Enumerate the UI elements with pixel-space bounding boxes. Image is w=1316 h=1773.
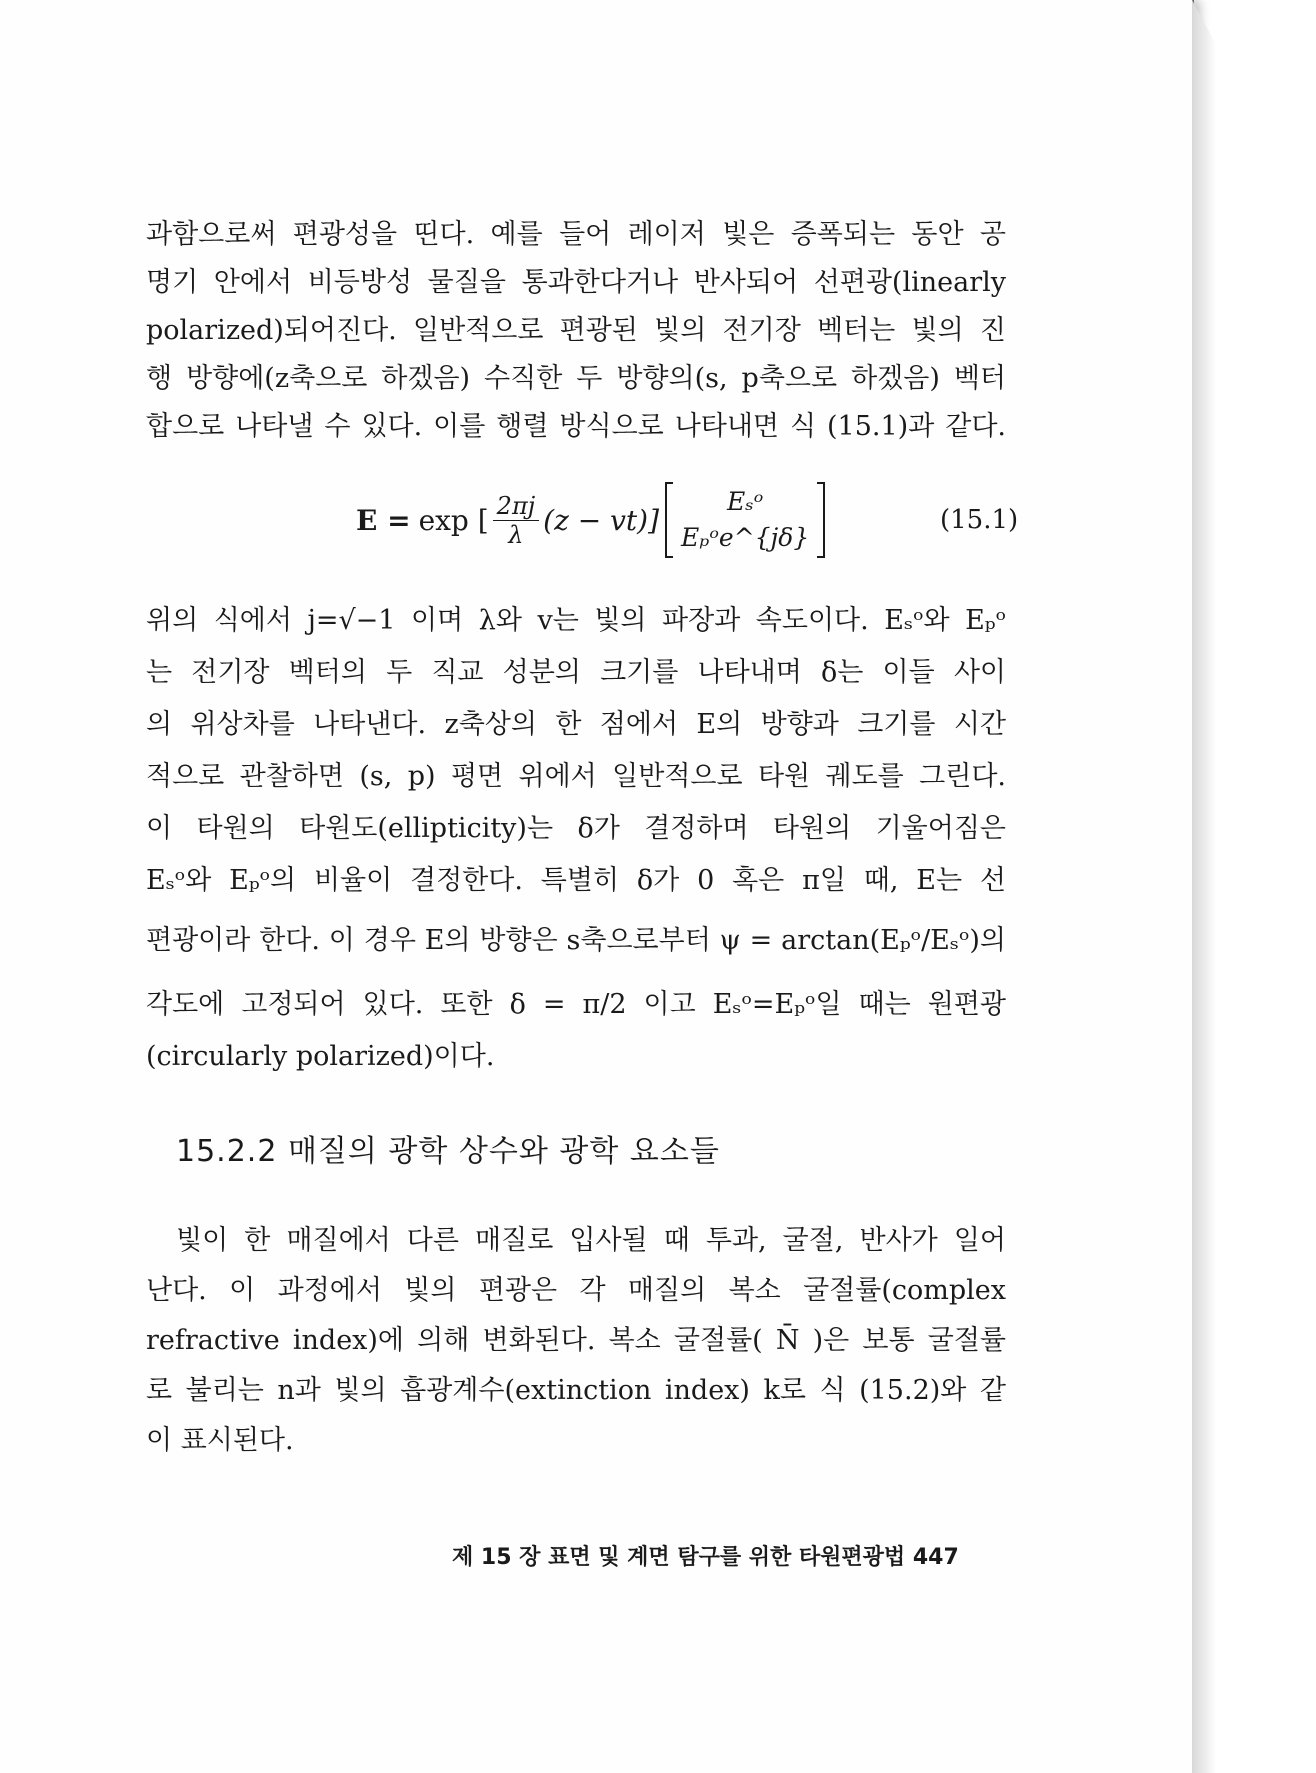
paragraph-line: 이 표시된다.	[146, 1425, 294, 1456]
fraction-denominator: λ	[508, 520, 524, 549]
equation-number: (15.1)	[940, 505, 1019, 535]
paragraph-line: Eₛᵒ와 Eₚᵒ의 비율이 결정한다. 특별히 δ가 0 혹은 π일 때, E는 선	[146, 865, 1006, 896]
paragraph-line: refractive index)에 의해 변화된다. 복소 굴절률( N̄ )은 보통 굴절률	[146, 1325, 1006, 1356]
paragraph-line: 이 타원의 타원도(ellipticity)는 δ가 결정하며 타원의 기울어짐은	[146, 813, 1006, 844]
paragraph-line: polarized)되어진다. 일반적으로 편광된 빛의 전기장 벡터는 빛의 진	[146, 315, 1006, 346]
paragraph-line: 명기 안에서 비등방성 물질을 통과한다거나 반사되어 선편광(linearly	[146, 267, 1006, 298]
paragraph-line: 행 방향에(z축으로 하겠음) 수직한 두 방향의(s, p축으로 하겠음) 벡터	[146, 363, 1006, 394]
paragraph-line: 합으로 나타낼 수 있다. 이를 행렬 방식으로 나타내면 식 (15.1)과 같다.	[146, 411, 1006, 442]
matrix-top: Eₛᵒ	[726, 487, 764, 516]
paragraph-line: (circularly polarized)이다.	[146, 1041, 495, 1072]
equation-lhs: E =	[356, 503, 411, 537]
equation-argument: (z − vt)]	[543, 503, 660, 537]
paragraph-line: 과함으로써 편광성을 띤다. 예를 들어 레이저 빛은 증폭되는 동안 공	[146, 219, 1006, 250]
paragraph-line: 로 불리는 n과 빛의 흡광계수(extinction index) k로 식 (15.2)와 같	[146, 1375, 1006, 1406]
paragraph-line: 편광이라 한다. 이 경우 E의 방향은 s축으로부터 ψ = arctan(Eₚᵒ/Eₛᵒ)의	[146, 925, 1006, 956]
paragraph-line: 빛이 한 매질에서 다른 매질로 입사될 때 투과, 굴절, 반사가 일어	[176, 1225, 1006, 1256]
matrix-bottom: Eₚᵒe^{jδ}	[681, 523, 810, 552]
paragraph-line: 의 위상차를 나타낸다. z축상의 한 점에서 E의 방향과 크기를 시간	[146, 709, 1006, 740]
paragraph-line: 적으로 관찰하면 (s, p) 평면 위에서 일반적으로 타원 궤도를 그린다.	[146, 761, 1006, 792]
paragraph-line: 각도에 고정되어 있다. 또한 δ = π/2 이고 Eₛᵒ=Eₚᵒ일 때는 원편광	[146, 989, 1006, 1020]
paragraph-line: 는 전기장 벡터의 두 직교 성분의 크기를 나타내며 δ는 이들 사이	[146, 657, 1006, 688]
equation-exp: exp [	[418, 503, 489, 537]
paragraph-line: 위의 식에서 j=√−1 이며 λ와 v는 빛의 파장과 속도이다. Eₛᵒ와 Eₚᵒ	[146, 605, 1006, 636]
section-heading: 15.2.2 매질의 광학 상수와 광학 요소들	[176, 1134, 720, 1169]
equation-fraction	[493, 492, 539, 549]
equation-15-1	[356, 480, 825, 560]
page-curl	[1192, 0, 1216, 1773]
equation-matrix	[665, 482, 825, 558]
fraction-numerator: 2πj	[493, 492, 539, 521]
page-footer: 제 15 장 표면 및 계면 탐구를 위한 타원편광법 447	[452, 1545, 959, 1570]
paragraph-line: 난다. 이 과정에서 빛의 편광은 각 매질의 복소 굴절률(complex	[146, 1275, 1006, 1306]
